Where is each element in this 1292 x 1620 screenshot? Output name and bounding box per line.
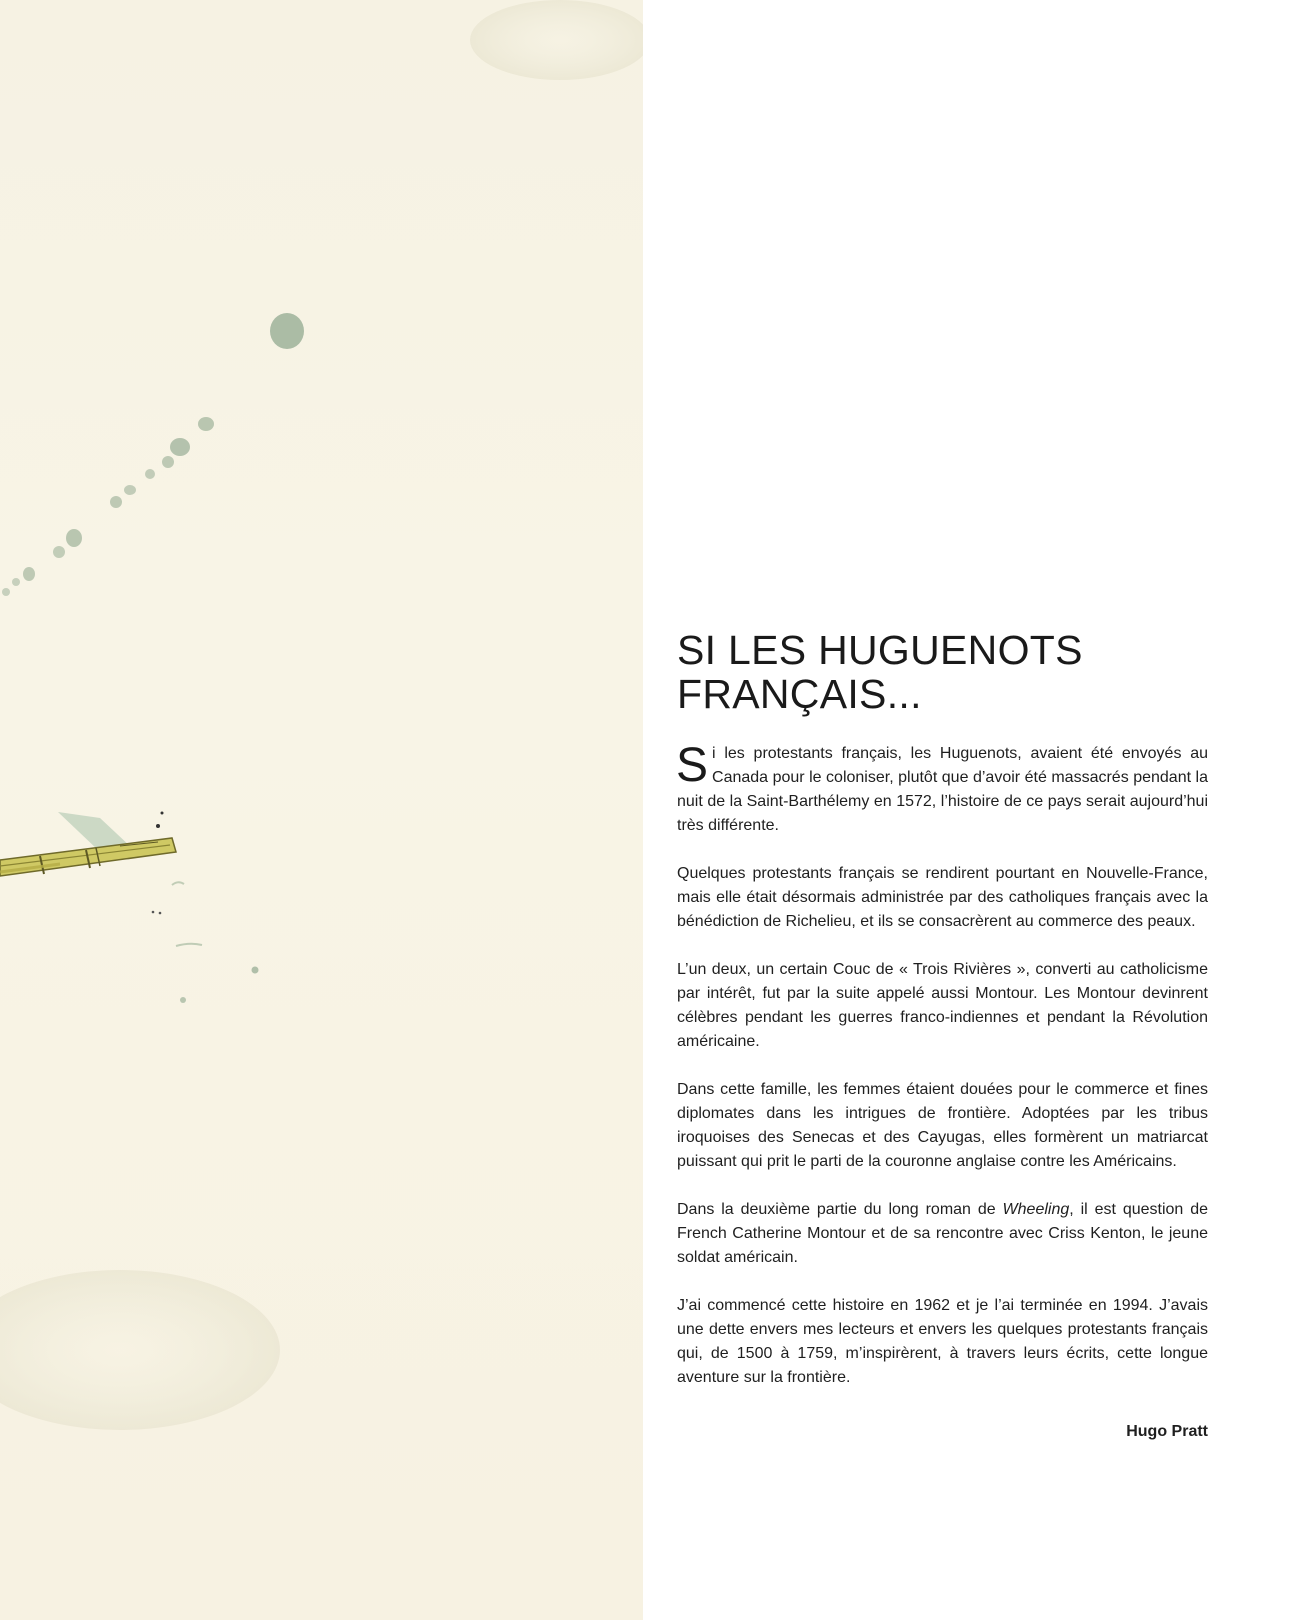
paragraph-5-end: , il est question de French Catherine Montour et de sa rencontre avec Criss Kenton, le jeune soldat américain. [677,1201,1209,1266]
paper-stain [470,0,643,80]
author-signature: Hugo Pratt [1126,1423,1208,1440]
watercolor-illustration [0,0,643,1620]
paragraph-6: J’ai commencé cette histoire en 1962 et je l’ai terminée en 1994. J’avais une dette envers mes lecteurs et envers les quelques protestants français qui, de 1500 à 1759, m’inspirèrent, à travers leurs écrits, cette longue aventure sur la frontière. [677,1297,1208,1386]
article [677,628,1208,1444]
brush-strokes [172,882,202,946]
paragraph-2: Quelques protestants français se rendirent pourtant en Nouvelle-France, mais elle était désormais administrée par des catholiques français avec la bénédiction de Richelieu, et ils se consacrèrent au commerce des peaux. [677,865,1208,930]
book-title-wheeling: Wheeling [1002,1201,1070,1218]
paragraph-4: Dans cette famille, les femmes étaient douées pour le commerce et fines diplomates dans les intrigues de frontière. Adoptées par les tribus iroquoises des Senecas et des Cayugas, elles formèrent un matriarcat puissant qui prit le parti de la couronne anglaise contre les Américains. [677,1081,1208,1170]
paragraph-5-start: Dans la deuxième partie du long roman de [677,1201,1003,1218]
paragraph-1-text: i les protestants français, les Huguenots, avaient été envoyés au Canada pour le coloniser, plutôt que d’avoir été massacrés pendant la nuit de la Saint-Barthélemy en 1572, l’histoire de ce pays serait aujourd’hui très différente. [677,745,1208,834]
paragraph-3: L’un deux, un certain Couc de « Trois Rivières », converti au catholicisme par intérêt, fut par la suite appelé aussi Montour. Les Montour devinrent célèbres pendant les guerres franco-indiennes et pendant la Révolution américaine. [677,961,1208,1050]
paragraph-5 [677,1198,1208,1270]
ink-splatter [2,313,304,1003]
paper-stain [0,1270,280,1430]
watercolor-illustration-panel [0,0,643,1620]
paragraph-1 [676,739,1208,838]
drop-cap: S [676,739,709,792]
article-title: SI LES HUGUENOTS FRANÇAIS... [677,627,1083,717]
